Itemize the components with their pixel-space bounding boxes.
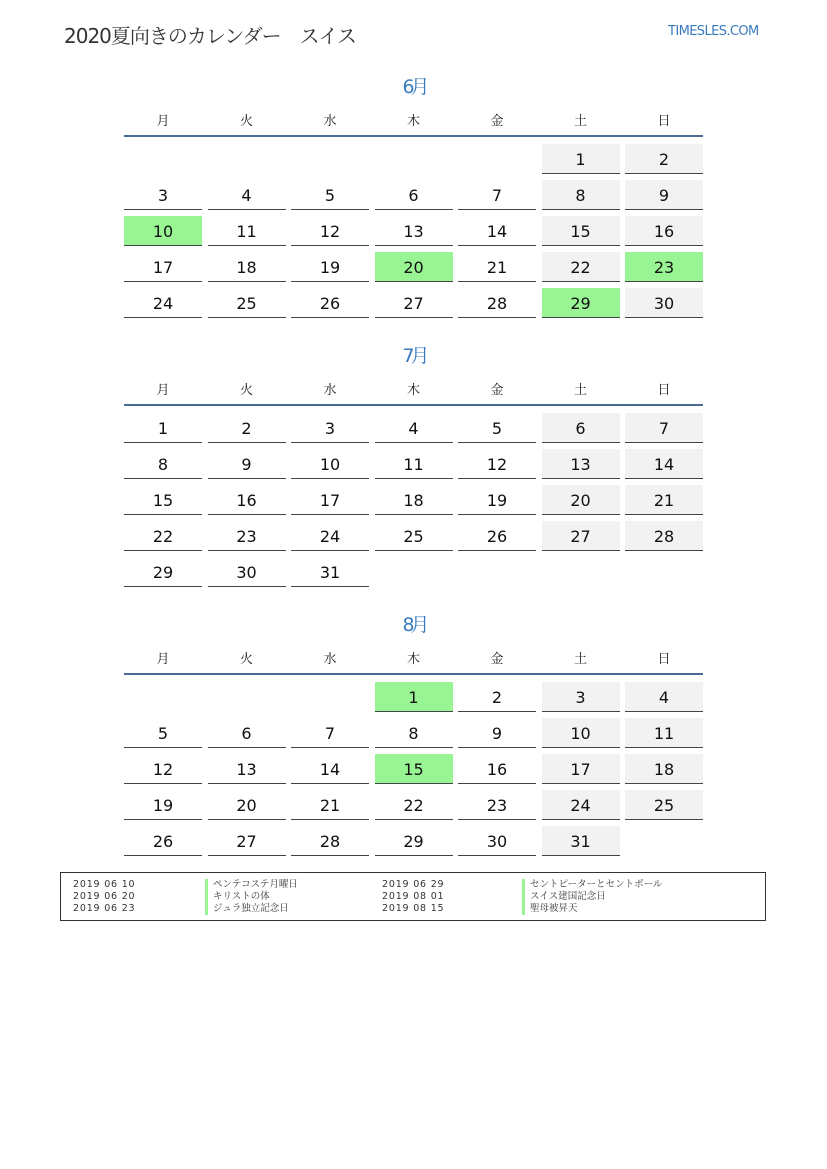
day-cell: 28 xyxy=(625,521,703,551)
day-cell: 4 xyxy=(208,180,286,210)
weekday-header: 水 xyxy=(323,114,337,129)
day-cell: 15 xyxy=(124,485,202,515)
day-cell: 4 xyxy=(625,682,703,712)
weekday-header: 土 xyxy=(573,652,587,667)
day-cell: 9 xyxy=(458,718,536,748)
legend-holiday-name: 聖母被昇天 xyxy=(522,903,578,915)
header-divider xyxy=(124,673,703,675)
day-cell: 19 xyxy=(291,252,369,282)
day-cell: 10 xyxy=(124,216,202,246)
day-cell: 7 xyxy=(291,718,369,748)
legend-holiday-name: ペンテコステ月曜日 xyxy=(205,879,298,891)
day-cell: 29 xyxy=(542,288,620,318)
header-divider xyxy=(124,404,703,406)
day-cell: 24 xyxy=(291,521,369,551)
day-cell: 11 xyxy=(625,718,703,748)
day-cell: 5 xyxy=(124,718,202,748)
weekday-header: 火 xyxy=(239,652,253,667)
day-cell: 6 xyxy=(542,413,620,443)
day-cell: 3 xyxy=(124,180,202,210)
day-cell: 3 xyxy=(542,682,620,712)
month-calendar-august xyxy=(124,610,704,860)
day-cell: 21 xyxy=(625,485,703,515)
month-title: 7月 xyxy=(402,345,426,367)
day-cell: 18 xyxy=(375,485,453,515)
weekday-header: 火 xyxy=(239,383,253,398)
month-calendar-june xyxy=(124,72,704,322)
day-cell: 5 xyxy=(458,413,536,443)
day-cell: 28 xyxy=(291,826,369,856)
day-cell: 20 xyxy=(375,252,453,282)
legend-holiday-name: スイス建国記念日 xyxy=(522,891,606,903)
day-cell: 7 xyxy=(625,413,703,443)
day-cell: 27 xyxy=(542,521,620,551)
day-cell: 10 xyxy=(291,449,369,479)
day-cell: 1 xyxy=(124,413,202,443)
weekday-header: 土 xyxy=(573,383,587,398)
page-title: 2020夏向きのカレンダー スイス xyxy=(64,24,356,48)
day-cell: 31 xyxy=(291,557,369,587)
day-cell: 6 xyxy=(208,718,286,748)
legend-holiday-name: キリストの体 xyxy=(205,891,270,903)
weekday-header: 金 xyxy=(490,114,504,129)
day-cell: 24 xyxy=(124,288,202,318)
month-calendar-july xyxy=(124,341,704,591)
month-title: 8月 xyxy=(402,614,426,636)
day-cell: 30 xyxy=(458,826,536,856)
legend-date: 2019 06 20 xyxy=(73,891,136,902)
day-cell: 14 xyxy=(458,216,536,246)
day-cell: 12 xyxy=(291,216,369,246)
day-cell: 16 xyxy=(458,754,536,784)
day-cell: 24 xyxy=(542,790,620,820)
day-cell: 25 xyxy=(208,288,286,318)
day-cell: 2 xyxy=(625,144,703,174)
legend-date: 2019 06 23 xyxy=(73,903,136,914)
day-cell: 29 xyxy=(375,826,453,856)
day-cell: 7 xyxy=(458,180,536,210)
day-cell: 8 xyxy=(124,449,202,479)
day-cell: 27 xyxy=(208,826,286,856)
weekday-header: 火 xyxy=(239,114,253,129)
weekday-header: 月 xyxy=(156,114,170,129)
day-cell: 9 xyxy=(625,180,703,210)
day-cell: 28 xyxy=(458,288,536,318)
day-cell: 2 xyxy=(208,413,286,443)
day-cell: 13 xyxy=(375,216,453,246)
weekday-header: 木 xyxy=(406,383,420,398)
weekday-header: 日 xyxy=(657,652,671,667)
day-cell: 26 xyxy=(458,521,536,551)
day-cell: 16 xyxy=(625,216,703,246)
weekday-header: 金 xyxy=(490,652,504,667)
day-cell: 20 xyxy=(542,485,620,515)
legend-holiday-name: セントピーターとセントポール xyxy=(522,879,662,891)
legend-date: 2019 08 15 xyxy=(382,903,445,914)
day-cell: 20 xyxy=(208,790,286,820)
weekday-header: 月 xyxy=(156,652,170,667)
day-cell: 4 xyxy=(375,413,453,443)
day-cell: 17 xyxy=(291,485,369,515)
day-cell: 13 xyxy=(208,754,286,784)
day-cell: 14 xyxy=(625,449,703,479)
day-cell: 9 xyxy=(208,449,286,479)
day-cell: 25 xyxy=(625,790,703,820)
day-cell: 23 xyxy=(458,790,536,820)
day-cell: 27 xyxy=(375,288,453,318)
day-cell: 22 xyxy=(375,790,453,820)
day-cell: 1 xyxy=(375,682,453,712)
day-cell: 30 xyxy=(625,288,703,318)
day-cell: 19 xyxy=(124,790,202,820)
day-cell: 25 xyxy=(375,521,453,551)
month-title: 6月 xyxy=(402,76,426,98)
day-cell: 30 xyxy=(208,557,286,587)
day-cell: 26 xyxy=(291,288,369,318)
day-cell: 14 xyxy=(291,754,369,784)
day-cell: 11 xyxy=(208,216,286,246)
legend-date: 2019 06 29 xyxy=(382,879,445,890)
day-cell: 23 xyxy=(625,252,703,282)
weekday-header: 月 xyxy=(156,383,170,398)
header-divider xyxy=(124,135,703,137)
day-cell: 2 xyxy=(458,682,536,712)
day-cell: 31 xyxy=(542,826,620,856)
weekday-header: 土 xyxy=(573,114,587,129)
day-cell: 22 xyxy=(542,252,620,282)
weekday-header: 木 xyxy=(406,114,420,129)
day-cell: 18 xyxy=(625,754,703,784)
weekday-header: 木 xyxy=(406,652,420,667)
day-cell: 21 xyxy=(291,790,369,820)
day-cell: 16 xyxy=(208,485,286,515)
day-cell: 3 xyxy=(291,413,369,443)
brand-logo-link[interactable]: TIMESLES.COM xyxy=(668,24,759,39)
day-cell: 15 xyxy=(542,216,620,246)
day-cell: 17 xyxy=(124,252,202,282)
legend-date: 2019 08 01 xyxy=(382,891,445,902)
weekday-header: 日 xyxy=(657,114,671,129)
day-cell: 8 xyxy=(375,718,453,748)
day-cell: 17 xyxy=(542,754,620,784)
day-cell: 11 xyxy=(375,449,453,479)
day-cell: 1 xyxy=(542,144,620,174)
weekday-header: 金 xyxy=(490,383,504,398)
day-cell: 5 xyxy=(291,180,369,210)
day-cell: 6 xyxy=(375,180,453,210)
legend-holiday-name: ジュラ独立記念日 xyxy=(205,903,289,915)
day-cell: 18 xyxy=(208,252,286,282)
day-cell: 15 xyxy=(375,754,453,784)
weekday-header: 日 xyxy=(657,383,671,398)
day-cell: 22 xyxy=(124,521,202,551)
day-cell: 8 xyxy=(542,180,620,210)
holiday-legend xyxy=(60,872,766,921)
legend-date: 2019 06 10 xyxy=(73,879,136,890)
day-cell: 26 xyxy=(124,826,202,856)
day-cell: 12 xyxy=(124,754,202,784)
day-cell: 23 xyxy=(208,521,286,551)
day-cell: 12 xyxy=(458,449,536,479)
day-cell: 21 xyxy=(458,252,536,282)
weekday-header: 水 xyxy=(323,652,337,667)
day-cell: 13 xyxy=(542,449,620,479)
day-cell: 29 xyxy=(124,557,202,587)
weekday-header: 水 xyxy=(323,383,337,398)
day-cell: 19 xyxy=(458,485,536,515)
day-cell: 10 xyxy=(542,718,620,748)
